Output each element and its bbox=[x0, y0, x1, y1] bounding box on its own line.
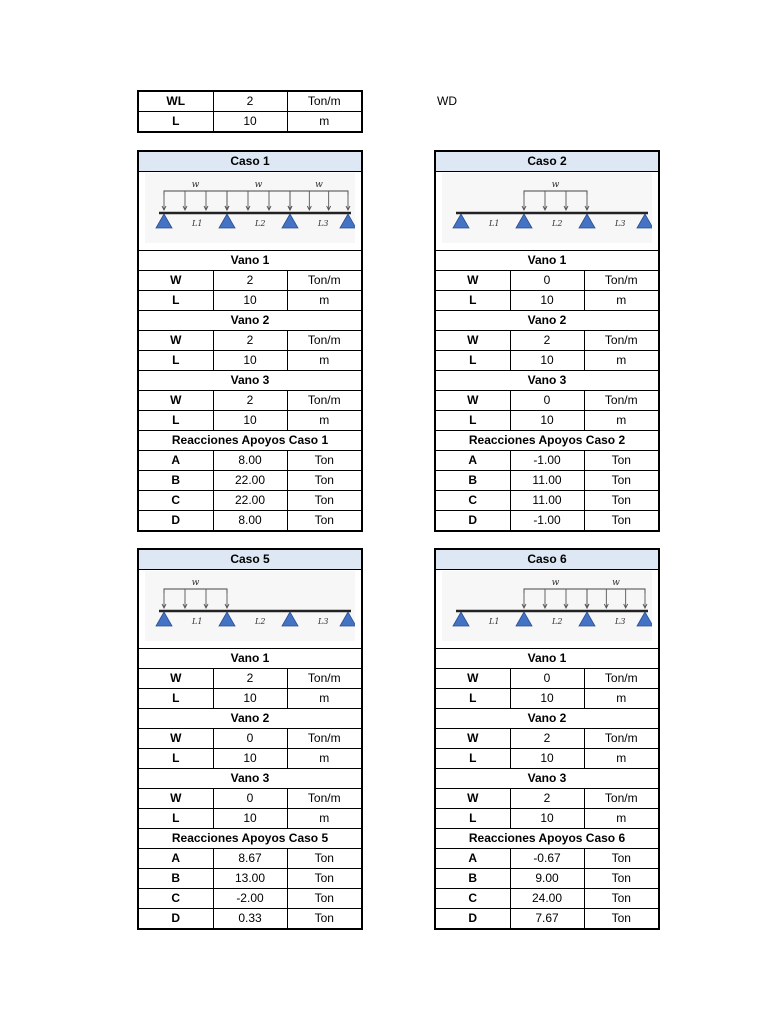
w-label: W bbox=[138, 669, 213, 689]
span-title-row bbox=[435, 311, 659, 331]
diagram-row bbox=[435, 172, 659, 251]
reaction-value: 24.00 bbox=[510, 889, 584, 909]
w-unit: Ton/m bbox=[287, 271, 362, 291]
reaction-unit: Ton bbox=[287, 849, 362, 869]
span-title: Vano 2 bbox=[138, 709, 362, 729]
table-row bbox=[138, 391, 362, 411]
case-table-2 bbox=[434, 150, 660, 532]
l-label: L bbox=[138, 749, 213, 769]
table-row bbox=[435, 689, 659, 709]
l-unit: m bbox=[287, 291, 362, 311]
reaction-value: 8.00 bbox=[213, 451, 287, 471]
table-row bbox=[435, 471, 659, 491]
reaction-value: 22.00 bbox=[213, 471, 287, 491]
table-row bbox=[138, 331, 362, 351]
reaction-value: -2.00 bbox=[213, 889, 287, 909]
span-title-row bbox=[435, 371, 659, 391]
w-unit: Ton/m bbox=[584, 669, 659, 689]
span-length-label: L1 bbox=[192, 219, 203, 228]
span-length-label: L2 bbox=[552, 617, 563, 626]
l-value: 10 bbox=[510, 351, 584, 371]
w-label: W bbox=[435, 789, 510, 809]
load-label: w bbox=[191, 180, 200, 190]
case-title: Caso 6 bbox=[435, 549, 659, 570]
table-row bbox=[138, 411, 362, 431]
l-label: L bbox=[435, 411, 510, 431]
table-row bbox=[435, 729, 659, 749]
load-label: w bbox=[612, 578, 620, 588]
reaction-unit: Ton bbox=[287, 491, 362, 511]
span-length-label: L3 bbox=[318, 219, 329, 228]
table-row bbox=[435, 889, 659, 909]
table-row bbox=[435, 491, 659, 511]
diagram-row bbox=[138, 570, 362, 649]
reaction-unit: Ton bbox=[287, 451, 362, 471]
table-row bbox=[138, 112, 362, 133]
w-label: W bbox=[138, 331, 213, 351]
reaction-value: 9.00 bbox=[510, 869, 584, 889]
span-title: Vano 1 bbox=[435, 251, 659, 271]
w-value: 0 bbox=[510, 391, 584, 411]
case-table-1 bbox=[137, 150, 363, 532]
table-row bbox=[138, 889, 362, 909]
w-label: W bbox=[435, 331, 510, 351]
table-row bbox=[138, 689, 362, 709]
support-label: A bbox=[138, 849, 213, 869]
table-row bbox=[435, 291, 659, 311]
w-value: 0 bbox=[510, 669, 584, 689]
table-row bbox=[435, 271, 659, 291]
diagram-cell bbox=[435, 172, 659, 251]
load-label: w bbox=[254, 180, 263, 190]
reaction-value: 13.00 bbox=[213, 869, 287, 889]
table-row bbox=[138, 789, 362, 809]
table-row bbox=[435, 809, 659, 829]
w-value: 2 bbox=[510, 729, 584, 749]
table-row bbox=[138, 849, 362, 869]
l-label: L bbox=[138, 809, 213, 829]
table-row bbox=[435, 391, 659, 411]
param-label: L bbox=[138, 112, 213, 133]
support-label: B bbox=[435, 471, 510, 491]
l-value: 10 bbox=[510, 809, 584, 829]
span-length-label: L2 bbox=[255, 219, 266, 228]
l-unit: m bbox=[584, 411, 659, 431]
param-unit: Ton/m bbox=[287, 91, 362, 112]
reaction-unit: Ton bbox=[584, 511, 659, 532]
reaction-value: 8.00 bbox=[213, 511, 287, 532]
l-label: L bbox=[138, 291, 213, 311]
table-row bbox=[138, 729, 362, 749]
table-row bbox=[138, 491, 362, 511]
span-length-label: L2 bbox=[255, 617, 266, 626]
load-label: w bbox=[315, 180, 323, 190]
reactions-title-row bbox=[138, 431, 362, 451]
l-unit: m bbox=[584, 809, 659, 829]
support-label: A bbox=[435, 451, 510, 471]
table-row bbox=[435, 669, 659, 689]
table-row bbox=[138, 451, 362, 471]
span-title: Vano 2 bbox=[435, 709, 659, 729]
case-header-row bbox=[435, 549, 659, 570]
w-label: W bbox=[435, 391, 510, 411]
load-label: w bbox=[191, 578, 200, 588]
l-unit: m bbox=[287, 351, 362, 371]
top-parameters-table bbox=[137, 90, 363, 133]
l-value: 10 bbox=[213, 689, 287, 709]
span-title-row bbox=[138, 769, 362, 789]
span-title: Vano 3 bbox=[138, 371, 362, 391]
reaction-unit: Ton bbox=[584, 909, 659, 930]
diagram-background bbox=[145, 173, 355, 243]
table-row bbox=[435, 789, 659, 809]
span-title: Vano 1 bbox=[435, 649, 659, 669]
span-title: Vano 3 bbox=[435, 371, 659, 391]
diagram-cell bbox=[435, 570, 659, 649]
w-unit: Ton/m bbox=[287, 391, 362, 411]
span-title-row bbox=[138, 251, 362, 271]
span-title: Vano 1 bbox=[138, 251, 362, 271]
span-title: Vano 2 bbox=[138, 311, 362, 331]
reactions-title-row bbox=[138, 829, 362, 849]
l-unit: m bbox=[584, 749, 659, 769]
l-unit: m bbox=[287, 809, 362, 829]
reaction-value: 0.33 bbox=[213, 909, 287, 930]
w-unit: Ton/m bbox=[584, 271, 659, 291]
table-row bbox=[138, 91, 362, 112]
span-title-row bbox=[138, 649, 362, 669]
reaction-value: -1.00 bbox=[510, 511, 584, 532]
case-title: Caso 5 bbox=[138, 549, 362, 570]
l-label: L bbox=[138, 411, 213, 431]
table-row bbox=[138, 351, 362, 371]
span-title: Vano 2 bbox=[435, 311, 659, 331]
beam-diagram bbox=[145, 173, 355, 243]
diagram-cell bbox=[138, 172, 362, 251]
case-table-4 bbox=[434, 548, 660, 930]
table-row bbox=[138, 471, 362, 491]
reaction-unit: Ton bbox=[287, 471, 362, 491]
reaction-value: -0.67 bbox=[510, 849, 584, 869]
wd-label: WD bbox=[437, 94, 457, 108]
table-row bbox=[435, 849, 659, 869]
l-label: L bbox=[435, 351, 510, 371]
w-value: 2 bbox=[510, 331, 584, 351]
table-row bbox=[138, 511, 362, 532]
span-length-label: L3 bbox=[615, 617, 626, 626]
span-title-row bbox=[435, 251, 659, 271]
reactions-title-row bbox=[435, 829, 659, 849]
support-label: D bbox=[435, 511, 510, 532]
span-length-label: L3 bbox=[615, 219, 626, 228]
support-label: B bbox=[435, 869, 510, 889]
diagram-background bbox=[442, 173, 652, 243]
span-title-row bbox=[435, 769, 659, 789]
l-value: 10 bbox=[510, 291, 584, 311]
reaction-unit: Ton bbox=[584, 471, 659, 491]
table-row bbox=[138, 749, 362, 769]
reactions-title: Reacciones Apoyos Caso 5 bbox=[138, 829, 362, 849]
reactions-title-row bbox=[435, 431, 659, 451]
w-label: W bbox=[435, 729, 510, 749]
reaction-unit: Ton bbox=[287, 511, 362, 532]
w-value: 2 bbox=[510, 789, 584, 809]
w-unit: Ton/m bbox=[287, 789, 362, 809]
case-header-row bbox=[138, 151, 362, 172]
diagram-background bbox=[145, 571, 355, 641]
reaction-unit: Ton bbox=[584, 889, 659, 909]
reaction-unit: Ton bbox=[287, 889, 362, 909]
l-value: 10 bbox=[213, 351, 287, 371]
table-row bbox=[138, 869, 362, 889]
load-label: w bbox=[551, 578, 560, 588]
span-length-label: L2 bbox=[552, 219, 563, 228]
reaction-value: 22.00 bbox=[213, 491, 287, 511]
case-table-3 bbox=[137, 548, 363, 930]
span-title: Vano 1 bbox=[138, 649, 362, 669]
l-unit: m bbox=[584, 291, 659, 311]
reaction-value: 7.67 bbox=[510, 909, 584, 930]
support-label: A bbox=[435, 849, 510, 869]
reaction-value: 11.00 bbox=[510, 491, 584, 511]
reaction-unit: Ton bbox=[584, 869, 659, 889]
w-value: 0 bbox=[510, 271, 584, 291]
w-value: 2 bbox=[213, 331, 287, 351]
l-unit: m bbox=[584, 689, 659, 709]
diagram-row bbox=[138, 172, 362, 251]
support-label: C bbox=[435, 491, 510, 511]
support-label: C bbox=[138, 491, 213, 511]
reactions-title: Reacciones Apoyos Caso 6 bbox=[435, 829, 659, 849]
span-length-label: L3 bbox=[318, 617, 329, 626]
table-row bbox=[138, 909, 362, 930]
w-unit: Ton/m bbox=[584, 729, 659, 749]
l-label: L bbox=[138, 689, 213, 709]
param-unit: m bbox=[287, 112, 362, 133]
load-label: w bbox=[551, 180, 560, 190]
param-value: 2 bbox=[213, 91, 287, 112]
w-unit: Ton/m bbox=[584, 331, 659, 351]
diagram-row bbox=[435, 570, 659, 649]
table-row bbox=[435, 331, 659, 351]
case-header-row bbox=[138, 549, 362, 570]
case-header-row bbox=[435, 151, 659, 172]
l-value: 10 bbox=[213, 809, 287, 829]
case-title: Caso 1 bbox=[138, 151, 362, 172]
span-title: Vano 3 bbox=[435, 769, 659, 789]
w-label: W bbox=[138, 271, 213, 291]
w-label: W bbox=[435, 271, 510, 291]
support-label: C bbox=[138, 889, 213, 909]
l-label: L bbox=[435, 809, 510, 829]
span-length-label: L1 bbox=[489, 617, 500, 626]
table-row bbox=[138, 809, 362, 829]
table-row bbox=[138, 669, 362, 689]
reaction-unit: Ton bbox=[584, 451, 659, 471]
reaction-value: 8.67 bbox=[213, 849, 287, 869]
reaction-unit: Ton bbox=[287, 869, 362, 889]
table-row bbox=[435, 451, 659, 471]
w-label: W bbox=[138, 789, 213, 809]
l-unit: m bbox=[287, 411, 362, 431]
support-label: D bbox=[138, 511, 213, 532]
table-row bbox=[435, 411, 659, 431]
reactions-title: Reacciones Apoyos Caso 1 bbox=[138, 431, 362, 451]
table-row bbox=[435, 909, 659, 930]
reaction-unit: Ton bbox=[584, 491, 659, 511]
l-unit: m bbox=[287, 749, 362, 769]
span-title-row bbox=[435, 649, 659, 669]
l-label: L bbox=[435, 291, 510, 311]
support-label: B bbox=[138, 471, 213, 491]
w-unit: Ton/m bbox=[287, 331, 362, 351]
l-label: L bbox=[435, 689, 510, 709]
reaction-value: 11.00 bbox=[510, 471, 584, 491]
l-value: 10 bbox=[213, 291, 287, 311]
span-title-row bbox=[435, 709, 659, 729]
w-label: W bbox=[138, 391, 213, 411]
w-value: 2 bbox=[213, 669, 287, 689]
beam-diagram bbox=[442, 173, 652, 243]
reaction-value: -1.00 bbox=[510, 451, 584, 471]
w-label: W bbox=[138, 729, 213, 749]
table-row bbox=[435, 869, 659, 889]
span-title-row bbox=[138, 709, 362, 729]
l-value: 10 bbox=[213, 411, 287, 431]
w-value: 0 bbox=[213, 789, 287, 809]
table-row bbox=[435, 511, 659, 532]
diagram-cell bbox=[138, 570, 362, 649]
l-value: 10 bbox=[510, 689, 584, 709]
span-length-label: L1 bbox=[192, 617, 203, 626]
span-length-label: L1 bbox=[489, 219, 500, 228]
beam-diagram bbox=[442, 571, 652, 641]
l-unit: m bbox=[584, 351, 659, 371]
param-value: 10 bbox=[213, 112, 287, 133]
table-row bbox=[435, 749, 659, 769]
support-label: C bbox=[435, 889, 510, 909]
l-label: L bbox=[435, 749, 510, 769]
w-label: W bbox=[435, 669, 510, 689]
table-row bbox=[138, 291, 362, 311]
support-label: A bbox=[138, 451, 213, 471]
beam-diagram bbox=[145, 571, 355, 641]
w-unit: Ton/m bbox=[287, 669, 362, 689]
span-title: Vano 3 bbox=[138, 769, 362, 789]
table-row bbox=[138, 271, 362, 291]
w-value: 2 bbox=[213, 391, 287, 411]
case-title: Caso 2 bbox=[435, 151, 659, 172]
w-value: 2 bbox=[213, 271, 287, 291]
support-label: D bbox=[138, 909, 213, 930]
support-label: B bbox=[138, 869, 213, 889]
w-unit: Ton/m bbox=[287, 729, 362, 749]
reactions-title: Reacciones Apoyos Caso 2 bbox=[435, 431, 659, 451]
w-value: 0 bbox=[213, 729, 287, 749]
l-value: 10 bbox=[213, 749, 287, 769]
l-label: L bbox=[138, 351, 213, 371]
span-title-row bbox=[138, 371, 362, 391]
reaction-unit: Ton bbox=[584, 849, 659, 869]
l-value: 10 bbox=[510, 749, 584, 769]
diagram-background bbox=[442, 571, 652, 641]
support-label: D bbox=[435, 909, 510, 930]
param-label: WL bbox=[138, 91, 213, 112]
w-unit: Ton/m bbox=[584, 789, 659, 809]
reaction-unit: Ton bbox=[287, 909, 362, 930]
table-row bbox=[435, 351, 659, 371]
l-unit: m bbox=[287, 689, 362, 709]
span-title-row bbox=[138, 311, 362, 331]
w-unit: Ton/m bbox=[584, 391, 659, 411]
l-value: 10 bbox=[510, 411, 584, 431]
